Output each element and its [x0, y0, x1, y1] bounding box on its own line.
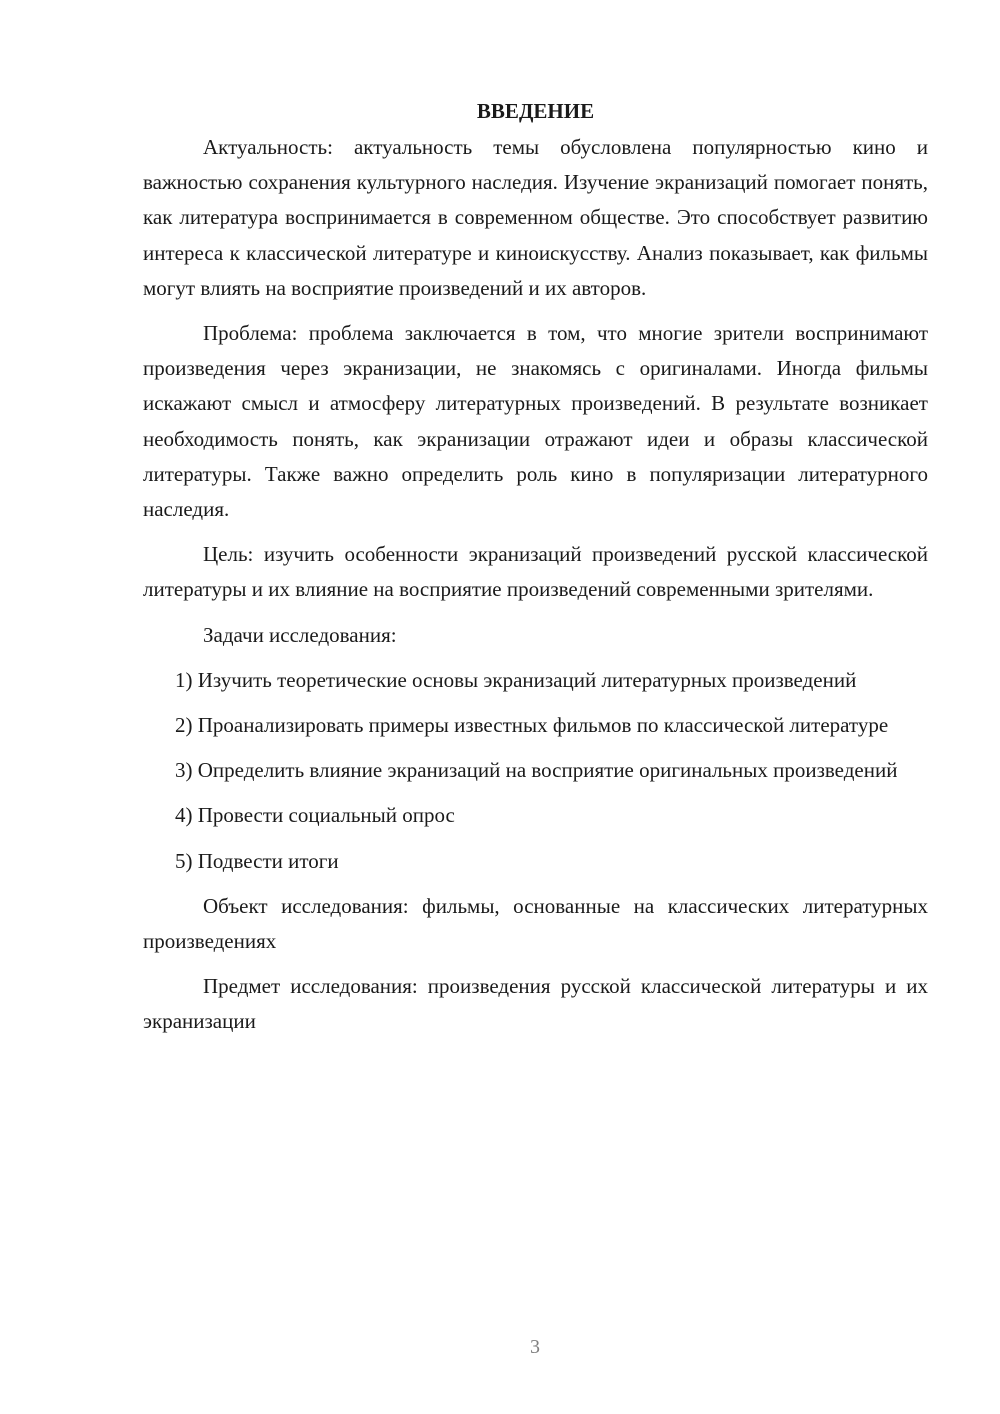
- paragraph-problem: Проблема: проблема заключается в том, что многие зрители воспринимают произведения через экранизации, не знакомясь с оригиналами. Иногда фильмы искажают смысл и атмосферу литературных произведений. В результате возникает необходимость понять, как экранизации отражают идеи и образы классической литературы. Также важно определить роль кино в популяризации литературного наследия.: [143, 321, 928, 522]
- task-item: 4) Провести социальный опрос: [175, 803, 455, 828]
- page-title: ВВЕДЕНИЕ: [476, 99, 595, 123]
- task-item: 3) Определить влияние экранизаций на восприятие оригинальных произведений: [175, 758, 898, 783]
- task-item: 2) Проанализировать примеры известных фильмов по классической литературе: [175, 713, 889, 738]
- paragraph-object: Объект исследования: фильмы, основанные на классических литературных произведениях: [143, 893, 928, 954]
- document-page: [143, 96, 928, 1050]
- paragraph-subject: Предмет исследования: произведения русской классической литературы и их экранизации: [143, 974, 928, 1034]
- paragraph-relevance: Актуальность: актуальность темы обусловлена популярностью кино и важностью сохранения культурного наследия. Изучение экранизаций помогает понять, как литература воспринимается в современном обществе. Это способствует развитию интереса к классической литературе и киноискусству. Анализ показывает, как фильмы могут влиять на восприятие произведений и их авторов.: [143, 135, 928, 300]
- paragraph-goal: Цель: изучить особенности экранизаций произведений русской классической литературы и их влияние на восприятие произведений современными зрителями.: [143, 542, 928, 602]
- task-item: 5) Подвести итоги: [175, 848, 339, 873]
- task-item: 1) Изучить теоретические основы экранизаций литературных произведений: [175, 667, 857, 692]
- page-number: 3: [530, 1336, 540, 1358]
- tasks-heading: Задачи исследования:: [203, 622, 397, 647]
